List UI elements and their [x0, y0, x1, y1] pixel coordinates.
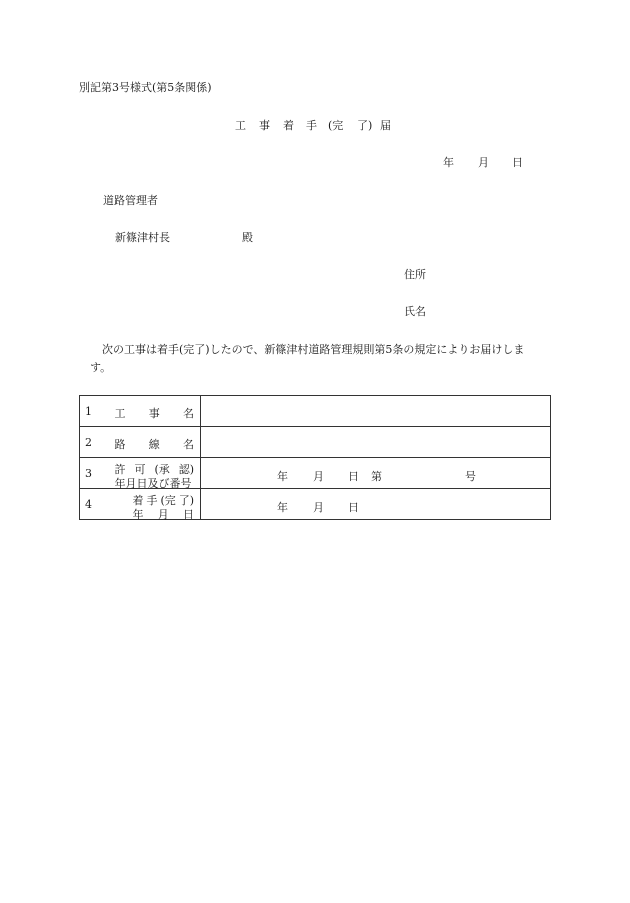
title-char: 事: [259, 119, 270, 132]
start-year-label: 年: [277, 501, 288, 514]
row-label-permit: 許 可 (承 認) 年月日及び番号: [114, 463, 194, 490]
addressee-name: 新篠津村長: [115, 231, 170, 244]
details-table: [79, 395, 551, 520]
table-row: [80, 489, 551, 520]
applicant-name-label: 氏名: [404, 305, 426, 318]
title-char: 届: [380, 119, 391, 132]
permit-day-label: 日: [348, 470, 359, 483]
table-row: [80, 396, 551, 427]
table-row: [80, 427, 551, 458]
title-char: 手: [306, 119, 317, 132]
addressee-role: 道路管理者: [103, 194, 158, 207]
date-year-label: 年: [443, 156, 454, 169]
row-label-route-name: 路 線 名: [114, 438, 194, 451]
row-label-construction-name: 工 事 名: [114, 407, 194, 420]
row-label-start-completion-date: 着 手 (完 了) 年 月 日: [132, 494, 194, 521]
addressee-honorific: 殿: [242, 231, 253, 244]
start-day-label: 日: [348, 501, 359, 514]
body-text-line2: す。: [90, 361, 112, 374]
construction-name-field[interactable]: [201, 396, 551, 427]
title-char: (完: [328, 119, 344, 132]
permit-month-label: 月: [313, 470, 324, 483]
start-month-label: 月: [313, 501, 324, 514]
permit-year-label: 年: [277, 470, 288, 483]
body-text-line1: 次の工事は着手(完了)したので、新篠津村道路管理規則第5条の規定によりお届けしま: [102, 343, 525, 356]
row-number: 2: [80, 427, 101, 458]
title-char: 着: [283, 119, 294, 132]
date-month-label: 月: [478, 156, 489, 169]
date-day-label: 日: [512, 156, 523, 169]
row-number: 1: [80, 396, 101, 427]
permit-date-number-field[interactable]: [201, 458, 551, 489]
row-number: 4: [80, 489, 101, 520]
route-name-field[interactable]: [201, 427, 551, 458]
permit-go-label: 号: [465, 470, 476, 483]
applicant-address-label: 住所: [404, 268, 426, 281]
row-number: 3: [80, 458, 101, 489]
start-completion-date-field[interactable]: [201, 489, 551, 520]
form-reference: 別記第3号様式(第5条関係): [79, 81, 212, 94]
title-char: 了): [357, 119, 373, 132]
table-row: [80, 458, 551, 489]
permit-dai-label: 第: [371, 470, 382, 483]
title-char: 工: [235, 119, 246, 132]
